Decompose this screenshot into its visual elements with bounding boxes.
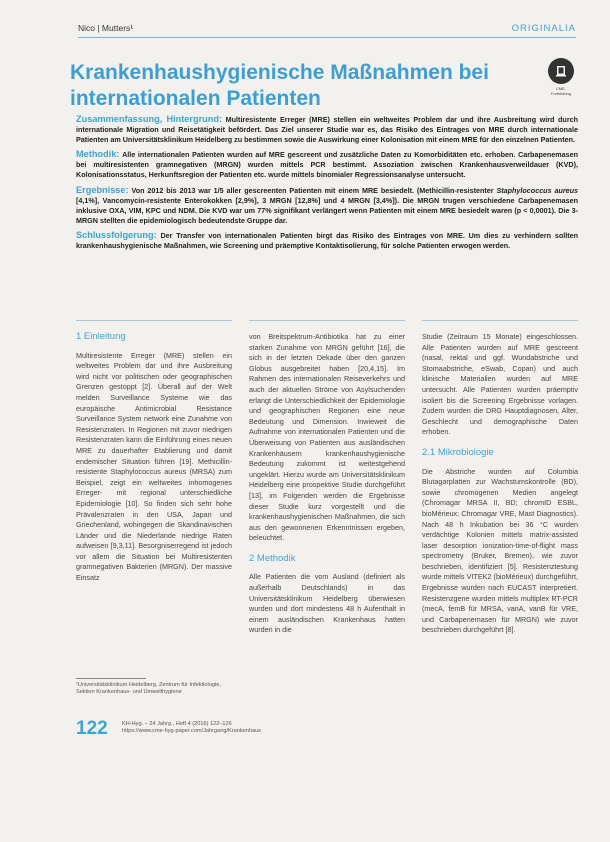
abstract-text-results-2: [4,1%], Vancomycin-resistente Enterokokken [2,9%], 3 MRGN [12,8%] und 4 MRGN [3,4%]). Die MRGN trugen verschiedene Carbapenemasen inklusive OXA, VIM, KPC und NDM. Die KVD war um 77% signifikant verlängert wenn Patienten mit einem MRE besiedelt waren (p < 0,0001). Die 3-MRGN stellten die epidemiologisch bedeutendste Gruppe dar. bbox=[76, 195, 578, 225]
abstract-heading-background: Hintergrund: bbox=[166, 114, 223, 124]
abstract-heading-results: Ergebnisse: bbox=[76, 184, 129, 195]
cme-label: CME-Fortbildung bbox=[550, 86, 571, 96]
citation bbox=[122, 721, 261, 735]
body-column-3 bbox=[422, 332, 578, 636]
section-heading-microbiology: 2.1 Mikrobiologie bbox=[422, 446, 494, 458]
citation-line-2[interactable]: https://www.cme-hyg-paper.com/Jahrgang/Krankenhaus bbox=[122, 728, 261, 734]
abstract-heading-summary: Zusammenfassung bbox=[76, 114, 160, 124]
header-divider bbox=[78, 37, 576, 38]
body-column-2 bbox=[249, 332, 405, 636]
title-line-2: internationalen Patienten bbox=[70, 87, 321, 110]
abstract-text-results-italic: Staphylococcus aureus bbox=[496, 185, 579, 195]
column-3-text: Studie (Zeitraum 15 Monate) eingeschlossen. Alle Patienten wurden auf MRE gescreent (nasal, rektal und ggf. Wundabstriche und Stomaabstriche, eSwab, Copan) und auch klinische Materialien wurden auf MRE untersucht. Alle Patienten wurden präemptiv isoliert bis die Screening Ergebnisse vorlagen. Zudem wurden die DRG Hauptdiagnosen, Alter, Geschlecht und demographische Daten erhoben. bbox=[422, 332, 578, 437]
abstract bbox=[76, 114, 578, 255]
body-column-1 bbox=[76, 332, 232, 584]
footnote-divider bbox=[76, 678, 146, 679]
cme-badge bbox=[546, 58, 576, 96]
abstract-text-background: Multiresistente Erreger (MRE) stellen ein weltweites Problem dar und ihre Ausbreitung wird durch internationale Migration und Reisetätigkeit befördert. Das Ziel unserer Studie war es, das Risiko des Eintrages von MRE durch internationale Patienten am Universitätsklinikum Heidelberg zu bestimmen sowie die Auswirkung einer Kolonisation mit einem MRE für den einzelnen Patienten. bbox=[76, 115, 578, 145]
column-2-divider bbox=[249, 320, 405, 321]
column-1-divider bbox=[76, 320, 232, 321]
abstract-text-methods: Alle internationalen Patienten wurden auf MRE gescreent und zusätzliche Daten zu Komorbiditäten etc. erhoben. Carbapenemasen bei multiresistenten gramnegativen (MRGN) wurden mittels PCR bestimmt. Assoziation zwischen Krankenhausverweildauer (KVD), Kolonisationsstatus, Herkunftsregion der Patienten etc. wurde mittels binomialer Regressionsanalyse untersucht. bbox=[76, 150, 578, 180]
column-2-text-methods: Alle Patienten die vom Ausland (definiert als außerhalb Deutschlands) in das Universitätsklinikum Heidelberg überwiesen wurden und dort mindestens 48 h Aufenthalt in einem ausländischen Krankenhaus hatten wurden in die bbox=[249, 572, 405, 635]
column-3-divider bbox=[422, 320, 578, 321]
column-2-text: von Breitspektrum-Antibiotika hat zu einer starken Zunahme von MRGN geführt [16], die sich in der letzten Dekade über den ganzen Globus ausgebreitet haben [20,4,15]. Im Rahmen des internationalen Reiseverkehrs und auch der aktuellen Ströme von Asylsuchenden erlangt die Unterschiedlichkeit der Epidemiologie und geographischen Regionen eine neue Bedeutung und Dimension. Inwieweit die Aufnahme von internationalen Patienten und die Überweisung von Patienten aus ausländischen Krankenhäusern krankenhaushygienische Bedeutung zukommt ist weitestgehend ungeklärt. Hierzu wurde am Universitätsklinikum Heidelberg eine prospektive Studie durchgeführt [13], im Folgenden werden die Ergebnisse dieser Studie kurz vorgestellt und die krankenhaushygienischen Maßnahmen, die sich aus den gewonnenen Erkenntnissen ergeben, beleuchtet. bbox=[249, 332, 405, 543]
abstract-heading-methods: Methodik: bbox=[76, 149, 120, 160]
affiliation-footnote: ¹Universitätsklinikum Heidelberg, Zentrum für Infektiologie, Sektion Krankenhaus- und Umwelthygiene bbox=[76, 682, 221, 696]
header-section-tag: ORIGINALIA bbox=[511, 23, 576, 34]
header-authors: Nico | Mutters¹ bbox=[78, 23, 134, 33]
abstract-text-conclusion: Der Transfer von internationalen Patienten birgt das Risiko des Eintrages von MRE. Um dies zu verhindern sollten krankenhaushygienische Maßnahmen, wie Screening und präemptive Kontaktisolierung, für solche Patienten erwogen werden. bbox=[76, 230, 578, 251]
abstract-methods bbox=[76, 149, 578, 180]
cme-icon bbox=[548, 58, 574, 84]
column-3-text-microbiology: Die Abstriche wurden auf Columbia Blutagarplatten zur Wachstumskontrolle (BD), sowie chromogenen Medien angelegt (Chromagar MRSA II, BD; chromID ESBL, bioMérieux; Chromagar VRE, Mast Diagnostics). Nach 48 h Inkubation bei 36 °C wurden verdächtige Kolonien mittels matrix-assisted laser desorption ionization-time-of-flight mass spectrometry (Bruker, Bremen), wie zuvor beschrieben, identifiziert [5]. Resistenztestung wurde mittels VITEK2 (bioMérieux) durchgeführt, Ergebnisse wurden nach EUCAST interpretiert. Resistenzgene wurden mittels multiplex RT-PCR (mecA, femB für MRSA, vanA, vanB für VRE, und Carbapenemasen für MRGN) wie zuvor beschrieben durchgeführt [8]. bbox=[422, 466, 578, 635]
section-heading-methods: 2 Methodik bbox=[249, 552, 296, 564]
abstract-heading-conclusion: Schlussfolgerung: bbox=[76, 229, 157, 240]
abstract-text-results-1: Von 2012 bis 2013 war 1/5 aller gescreenten Patienten mit einem MRE besiedelt. (Methicillin-resistenter bbox=[131, 185, 494, 195]
abstract-background: Zusammenfassung, Hintergrund: Multiresistente Erreger (MRE) stellen ein weltweites Problem dar und ihre Ausbreitung wird durch internationale Migration und Reisetätigkeit befördert. Das Ziel unserer Studie war es, das Risiko des Eintrages von MRE durch internationale Patienten am Universitätsklinikum Heidelberg zu bestimmen sowie die Auswirkung einer Kolonisation mit einem MRE für den einzelnen Patienten. bbox=[76, 114, 578, 145]
abstract-conclusion bbox=[76, 230, 578, 251]
column-1-text: Multiresistente Erreger (MRE) stellen ein weltweites Problem dar und ihre Ausbreitung wird nicht vor politischen oder geographischen Grenzen gestoppt [2]. Überall auf der Welt melden Surveillance Systeme wie das europäische Antimicrobial Resistance Surveillance System network eine Zunahme von Resistenzraten. In Regionen mit zuvor niedrigen Resistenzraten kann die Einführung eines neuen MRE zu dauerhafter Etablierung und damit endemischer Situation führen [19]. Methicillin-resistente Staphylococcus aureus (MRSA) zum Beispiel, zeigt ein weltweites inhomogenes Erreger- mit regional unterschiedliche Epidemiologie [10]. So finden sich sehr hohe Prävalenzraten in den USA, Japan und Griechenland, wohingegen die Skandinavischen Länder und die Niederlande niedrige Raten aufweisen [9,3,11]. Besorgniserregend ist jedoch vor allem die Situation bei Multiresistenten gramnegativen Bakterien (MRGN). Der massive Einsatz bbox=[76, 350, 232, 583]
page-number: 122 bbox=[76, 718, 108, 739]
article-title bbox=[70, 60, 510, 112]
section-heading-introduction: 1 Einleitung bbox=[76, 331, 126, 342]
abstract-results bbox=[76, 185, 578, 226]
citation-line-1: KH-Hyg. – 24 Jahrg., Heft 4 (2016) 122–126 bbox=[122, 721, 232, 727]
title-line-1: Krankenhaushygienische Maßnahmen bei bbox=[70, 61, 489, 84]
